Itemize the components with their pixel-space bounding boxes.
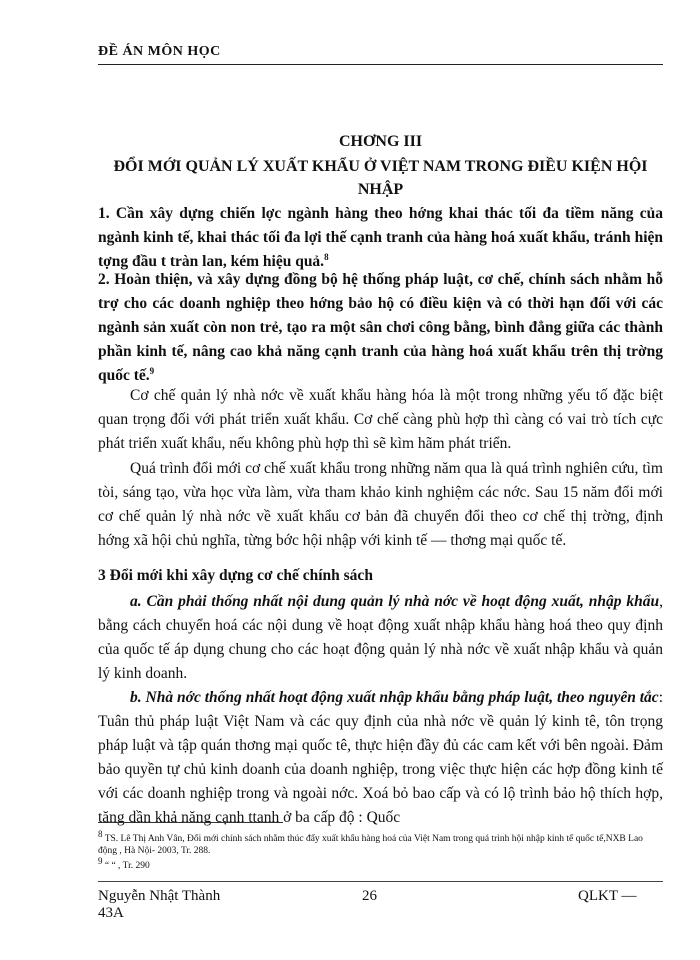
- paragraph-mechanism: Cơ chế quản lý nhà nớc về xuất khẩu hàng hóa là một trong những yếu tố đặc biệt quan trọng đối với phát triển xuất khẩu. Cơ chế càng phù hợp thì càng có vai trò tích cực phát triển xuất khẩu, nếu không phù hợp thì sẽ kìm hãm phát triển.: [98, 387, 663, 452]
- footnote-8-text: TS. Lê Thị Anh Vân, Đổi mới chính sách nhằm thúc đẩy xuất khẩu hàng hoá của Việt Nam trong quá trình hội nhập kinh tế quốc tế,NXB Lao động , Hà Nội- 2003, Tr. 288.: [98, 834, 643, 856]
- point-b: [98, 686, 663, 830]
- footnote-ref-9: 9: [149, 365, 155, 376]
- point-1-text: 1. Cần xây dựng chiến lợc ngành hàng theo hớng khai thác tối đa tiềm năng của ngành kinh tế, khai thác tối đa lợi thế cạnh tranh của hàng hoá xuất khẩu, tránh hiện tợng đầu t tràn lan, kém hiệu quả.: [98, 205, 663, 270]
- footnote-8: [98, 828, 663, 857]
- footnote-9: [98, 855, 663, 872]
- page-number: 26: [362, 888, 377, 904]
- paragraph-reform-process: Quá trình đổi mới cơ chế xuất khẩu trong những năm qua là quá trình nghiên cứu, tìm tòi, sáng tạo, vừa học vừa làm, vừa tham khảo kinh nghiệm các nớc. Sau 15 năm đổi mới cơ chế quản lý nhà nớc về xuất khẩu cơ bản đã chuyển đổi theo cơ chế thị trờng, định hớng xã hội chủ nghĩa, từng bớc hội nhập với kinh tế — thơng mại quốc tế.: [98, 460, 663, 549]
- header-divider: [98, 64, 663, 65]
- footnote-divider: [98, 822, 283, 823]
- point-a-text: , bằng cách chuyển hoá các nội dung về hoạt động xuất nhập khẩu hàng hoá theo quy định của quốc tế áp dụng chung cho các hoạt động quản lý nhà nớc về xuất nhập khẩu và quản lý kinh doanh.: [98, 593, 663, 682]
- point-b-text: : Tuân thủ pháp luật Việt Nam và các quy định của nhà nớc về quản lý kinh tê, tôn trọng pháp luật và tập quán thơng mại quốc tê, thực hiện đầy đủ các cam kết với bên ngoài. Đảm bảo quyền tự chủ kinh doanh của doanh nghiệp, trong việc thực hiện các hợp đồng kinh tế với các doanh nghiệp trong và ngoài nớc. Xoá bỏ bao cấp và có lộ trình bảo hộ thích hợp, tăng dần khả năng cạnh ttanh ở ba cấp độ : Quốc: [98, 689, 663, 826]
- point-a-lead: a. Cần phải thống nhất nội dung quản lý nhà nớc về hoạt động xuất, nhập khẩu: [130, 593, 660, 610]
- point-1: [98, 202, 663, 274]
- footnote-ref-8: 8: [324, 251, 329, 262]
- point-a: [98, 590, 663, 686]
- running-header: ĐỀ ÁN MÔN HỌC: [98, 44, 221, 59]
- footer-course: QLKT —: [578, 888, 637, 904]
- chapter-title: ĐỔI MỚI QUẢN LÝ XUẤT KHẨU Ở VIỆT NAM TRONG ĐIỀU KIỆN HỘI NHẬP: [113, 158, 648, 198]
- point-2: [98, 268, 663, 388]
- footer-divider: [98, 881, 663, 882]
- footer-author: Nguyễn Nhật Thành 43A: [98, 888, 221, 921]
- footnote-8-mark: 8: [98, 828, 103, 839]
- point-b-lead: b. Nhà nớc thống nhất hoạt động xuất nhập khẩu bằng pháp luật, theo nguyên tắc: [130, 689, 659, 706]
- chapter-number: CHƠNG III: [338, 133, 423, 150]
- point-2-text: 2. Hoàn thiện, và xây dựng đồng bộ hệ thống pháp luật, cơ chế, chính sách nhằm hỗ trợ cho các doanh nghiệp theo hớng bảo hộ có điều kiện và có thời hạn đối với các ngành sản xuất còn non trẻ, tạo ra một sân chơi công bằng, bình đẳng giữa các thành phần kinh tế, nâng cao khả năng cạnh tranh của hàng hoá xuất khẩu trên thị trờng quốc tế.: [98, 271, 663, 384]
- footnote-9-text: “ “ , Tr. 290: [104, 861, 150, 871]
- section-heading-3: 3 Đổi mới khi xây dựng cơ chế chính sách: [98, 567, 373, 584]
- footnote-9-mark: 9: [98, 855, 103, 866]
